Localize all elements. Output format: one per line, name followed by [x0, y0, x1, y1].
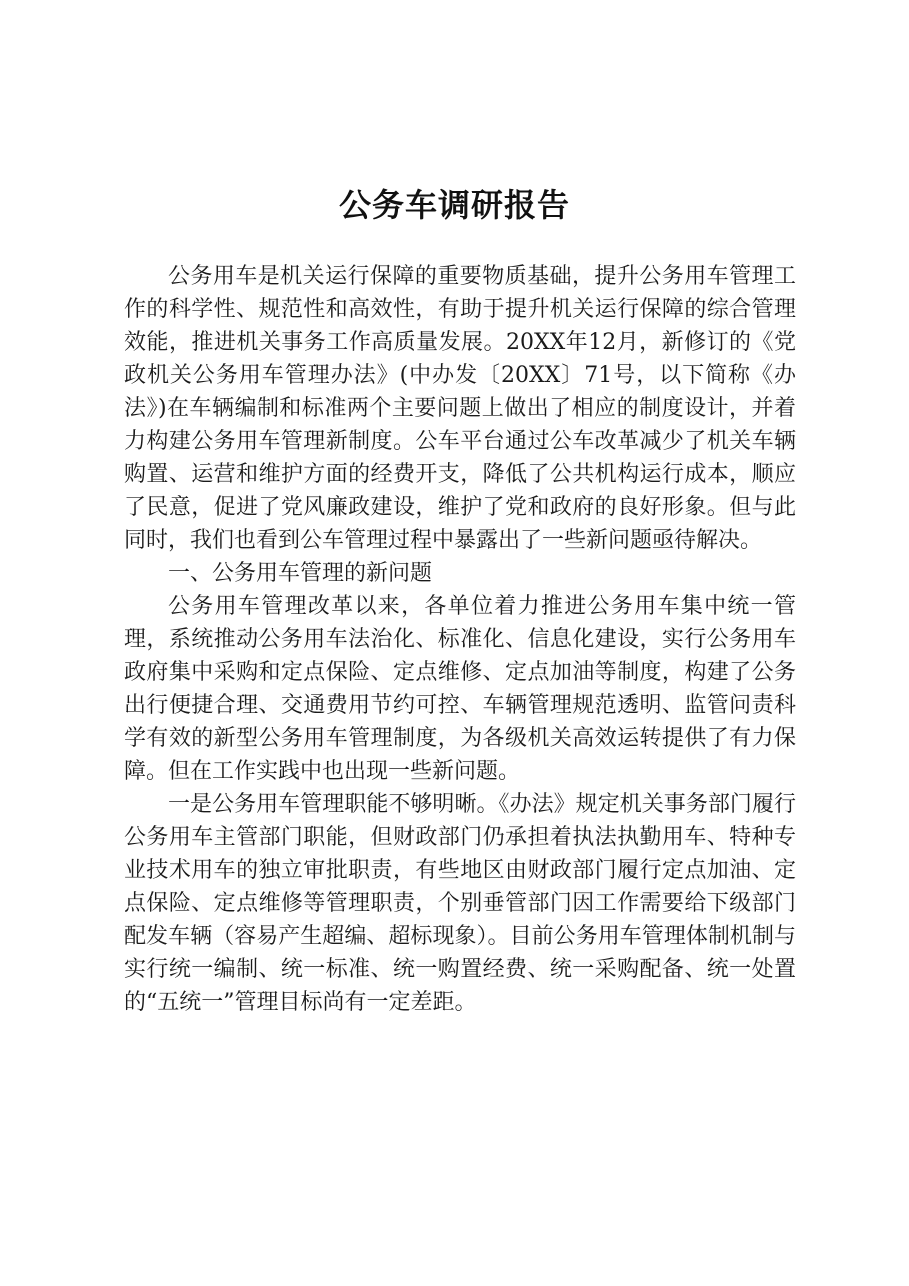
- paragraph-point-one: 一是公务用车管理职能不够明晰。《办法》规定机关事务部门履行公务用车主管部门职能，但财政部门仍承担着执法执勤用车、特种专业技术用车的独立审批职责，有些地区由财政部门履行定点加油、定点保险、定点维修等管理职责，个别垂管部门因工作需要给下级部门配发车辆（容易产生超编、超标现象）。目前公务用车管理体制机制与实行统一编制、统一标准、统一购置经费、统一采购配备、统一处置的“五统一”管理目标尚有一定差距。: [124, 792, 796, 1015]
- document-body: [124, 260, 796, 1019]
- paragraph-new-problems: 公务用车管理改革以来，各单位着力推进公务用车集中统一管理，系统推动公务用车法治化、标准化、信息化建设，实行公务用车政府集中采购和定点保险、定点维修、定点加油等制度，构建了公务出行便捷合理、交通费用节约可控、车辆管理规范透明、监管问责科学有效的新型公务用车管理制度，为各级机关高效运转提供了有力保障。但在工作实践中也出现一些新问题。: [124, 594, 796, 784]
- section-heading: 一、公务用车管理的新问题: [168, 561, 433, 586]
- paragraph-intro: 公务用车是机关运行保障的重要物质基础，提升公务用车管理工作的科学性、规范性和高效性，有助于提升机关运行保障的综合管理效能，推进机关事务工作高质量发展。20XX年12月，新修订的《党政机关公务用车管理办法》(中办发〔20XX〕71号，以下简称《办法》)在车辆编制和标准两个主要问题上做出了相应的制度设计，并着力构建公务用车管理新制度。公车平台通过公车改革减少了机关车辆购置、运营和维护方面的经费开支，降低了公共机构运行成本，顺应了民意，促进了党风廉政建设，维护了党和政府的良好形象。但与此同时，我们也看到公车管理过程中暴露出了一些新问题亟待解决。: [124, 264, 796, 553]
- document-title: 公务车调研报告: [338, 186, 570, 224]
